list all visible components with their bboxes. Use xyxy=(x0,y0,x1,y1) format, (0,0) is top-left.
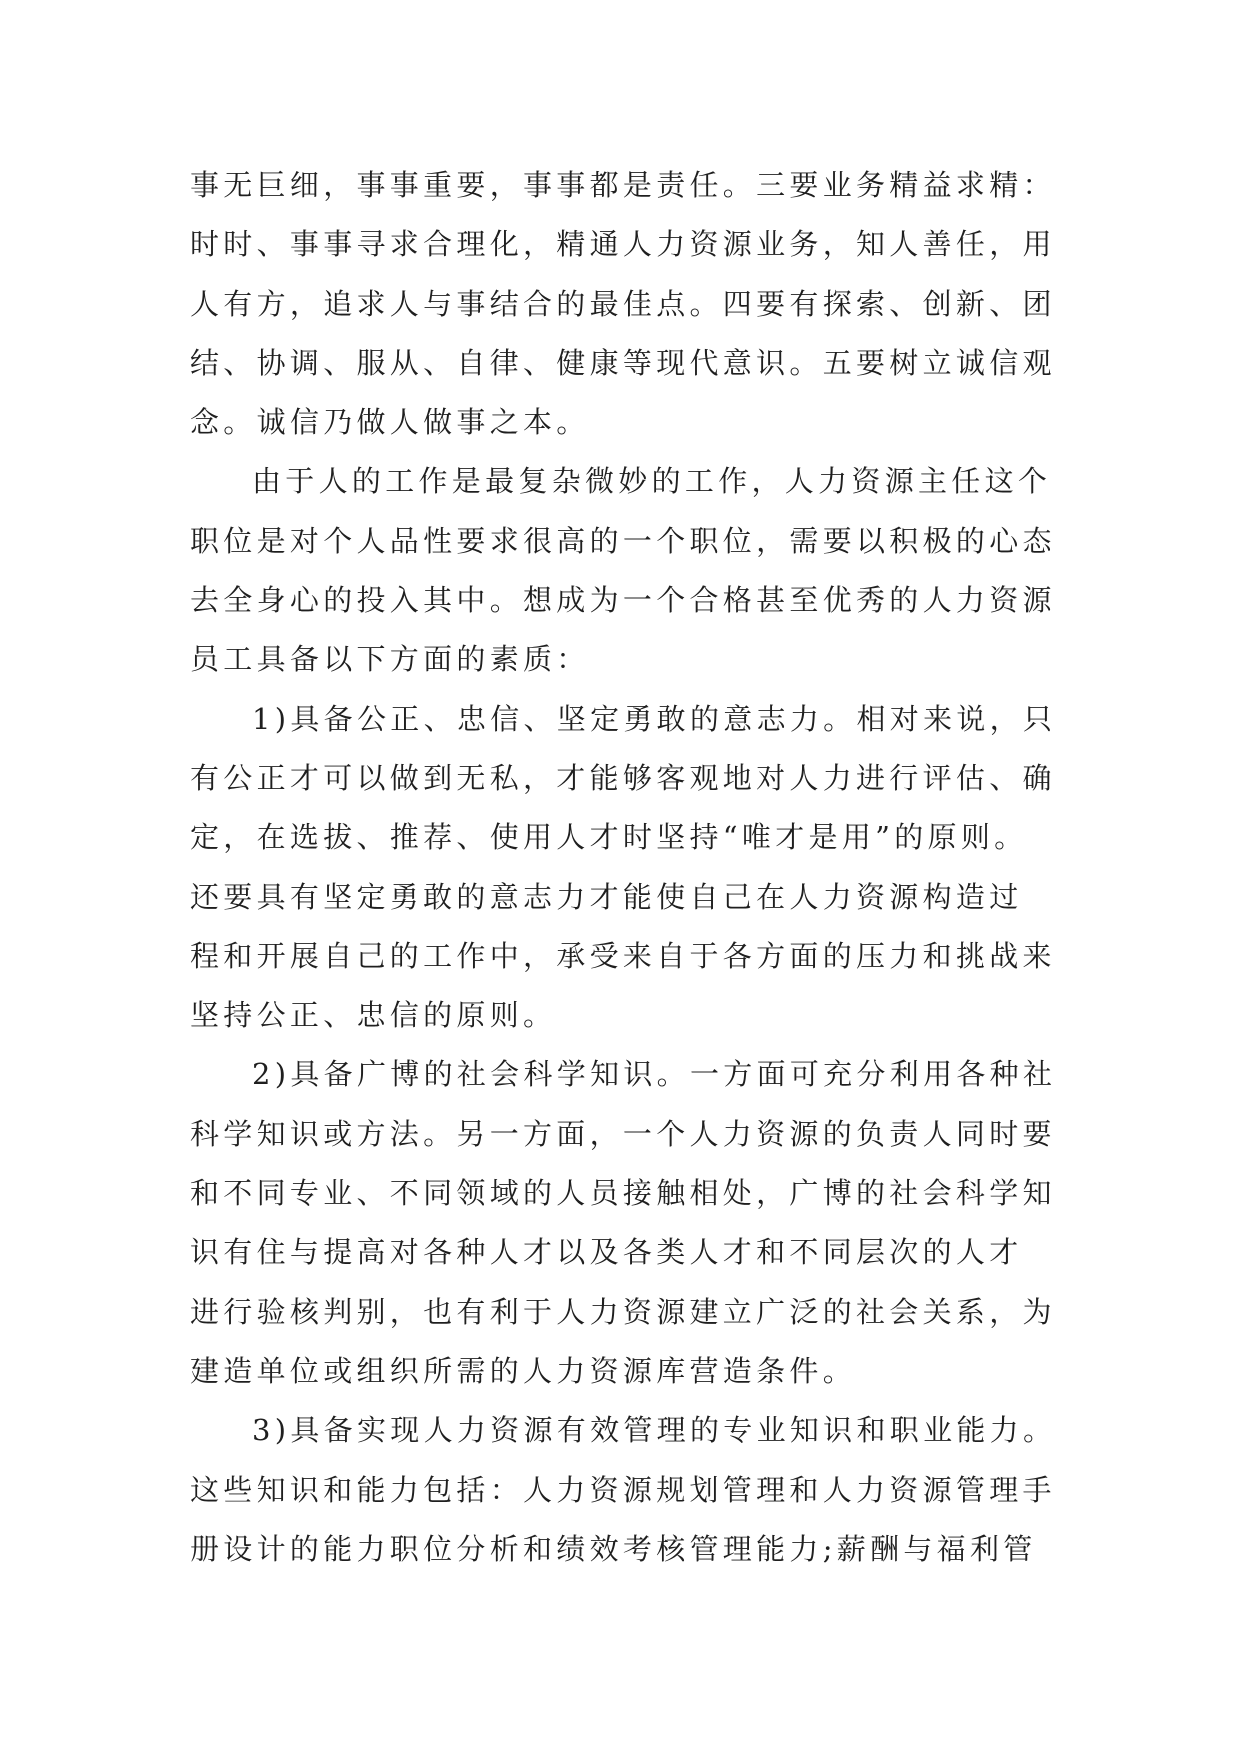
text-line: 事无巨细，事事重要，事事都是责任。三要业务精益求精： xyxy=(190,168,1056,202)
text-line: 和不同专业、不同领域的人员接触相处，广博的社会科学知 xyxy=(190,1176,1056,1211)
text-line: 坚持公正、忠信的原则。 xyxy=(190,998,557,1033)
text-line: 册设计的能力职位分析和绩效考核管理能力;薪酬与福利管 xyxy=(190,1531,1037,1566)
text-line: 人有方，追求人与事结合的最佳点。四要有探索、创新、团 xyxy=(190,286,1056,321)
text-line: 念。诚信乃做人做事之本。 xyxy=(190,405,590,440)
text-line: 建造单位或组织所需的人力资源库营造条件。 xyxy=(190,1353,857,1388)
text-line: 这些知识和能力包括：人力资源规划管理和人力资源管理手 xyxy=(190,1472,1056,1507)
text-line: 1)具备公正、忠信、坚定勇敢的意志力。相对来说，只 xyxy=(252,701,1057,736)
text-line: 2)具备广博的社会科学知识。一方面可充分利用各种社 xyxy=(252,1057,1057,1092)
text-line: 有公正才可以做到无私，才能够客观地对人力进行评估、确 xyxy=(190,760,1056,795)
text-line: 程和开展自己的工作中，承受来自于各方面的压力和挑战来 xyxy=(190,938,1056,973)
text-line: 由于人的工作是最复杂微妙的工作，人力资源主任这个 xyxy=(252,464,1052,499)
body-text xyxy=(190,156,1070,1579)
text-line: 职位是对个人品性要求很高的一个职位，需要以积极的心态 xyxy=(190,523,1056,558)
text-line: 员工具备以下方面的素质： xyxy=(190,642,590,677)
text-line: 去全身心的投入其中。想成为一个合格甚至优秀的人力资源 xyxy=(190,583,1056,618)
text-line: 时时、事事寻求合理化，精通人力资源业务，知人善任，用 xyxy=(190,227,1056,262)
text-line: 还要具有坚定勇敢的意志力才能使自己在人力资源构造过 xyxy=(190,879,1023,914)
text-line: 结、协调、服从、自律、健康等现代意识。五要树立诚信观 xyxy=(190,345,1056,380)
text-line: 进行验核判别，也有利于人力资源建立广泛的社会关系，为 xyxy=(190,1294,1056,1329)
text-line: 3)具备实现人力资源有效管理的专业知识和职业能力。 xyxy=(252,1413,1057,1448)
text-line: 科学知识或方法。另一方面，一个人力资源的负责人同时要 xyxy=(190,1116,1056,1151)
text-line: 识有住与提高对各种人才以及各类人才和不同层次的人才 xyxy=(190,1235,1023,1270)
text-line: 定，在选拔、推荐、使用人才时坚持“唯才是用”的原则。 xyxy=(190,820,1028,855)
